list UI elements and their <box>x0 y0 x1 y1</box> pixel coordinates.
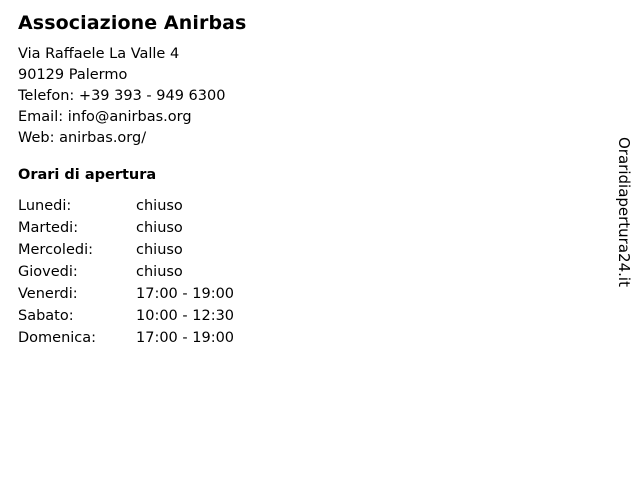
email-address: Email: info@anirbas.org <box>18 109 192 125</box>
phone-number: Telefon: +39 393 - 949 6300 <box>18 88 226 104</box>
business-info-card <box>18 10 578 350</box>
day-hours: 10:00 - 12:30 <box>136 308 235 324</box>
table-row <box>18 328 234 350</box>
day-hours: chiuso <box>136 264 183 280</box>
day-hours: chiuso <box>136 198 183 214</box>
day-label: Venerdi: <box>18 286 78 302</box>
day-label: Domenica: <box>18 330 97 346</box>
day-hours: chiuso <box>136 242 183 258</box>
table-row <box>18 196 234 218</box>
website-url: Web: anirbas.org/ <box>18 130 147 146</box>
city-address: 90129 Palermo <box>18 67 128 83</box>
day-label: Martedi: <box>18 220 79 236</box>
day-label: Giovedi: <box>18 264 78 280</box>
page-title: Associazione Anirbas <box>18 12 247 34</box>
day-hours: 17:00 - 19:00 <box>136 286 235 302</box>
table-row <box>18 306 234 328</box>
day-label: Lunedi: <box>18 198 72 214</box>
day-hours: chiuso <box>136 220 183 236</box>
address-block <box>18 44 578 149</box>
day-hours: 17:00 - 19:00 <box>136 330 235 346</box>
table-row <box>18 218 234 240</box>
table-row <box>18 240 234 262</box>
table-row <box>18 262 234 284</box>
watermark-brand: Oraridiapertura24.it <box>615 137 633 287</box>
opening-hours-table <box>18 196 234 350</box>
day-label: Mercoledi: <box>18 242 93 258</box>
street-address: Via Raffaele La Valle 4 <box>18 46 180 62</box>
table-row <box>18 284 234 306</box>
day-label: Sabato: <box>18 308 74 324</box>
opening-hours-heading: Orari di apertura <box>18 167 157 183</box>
